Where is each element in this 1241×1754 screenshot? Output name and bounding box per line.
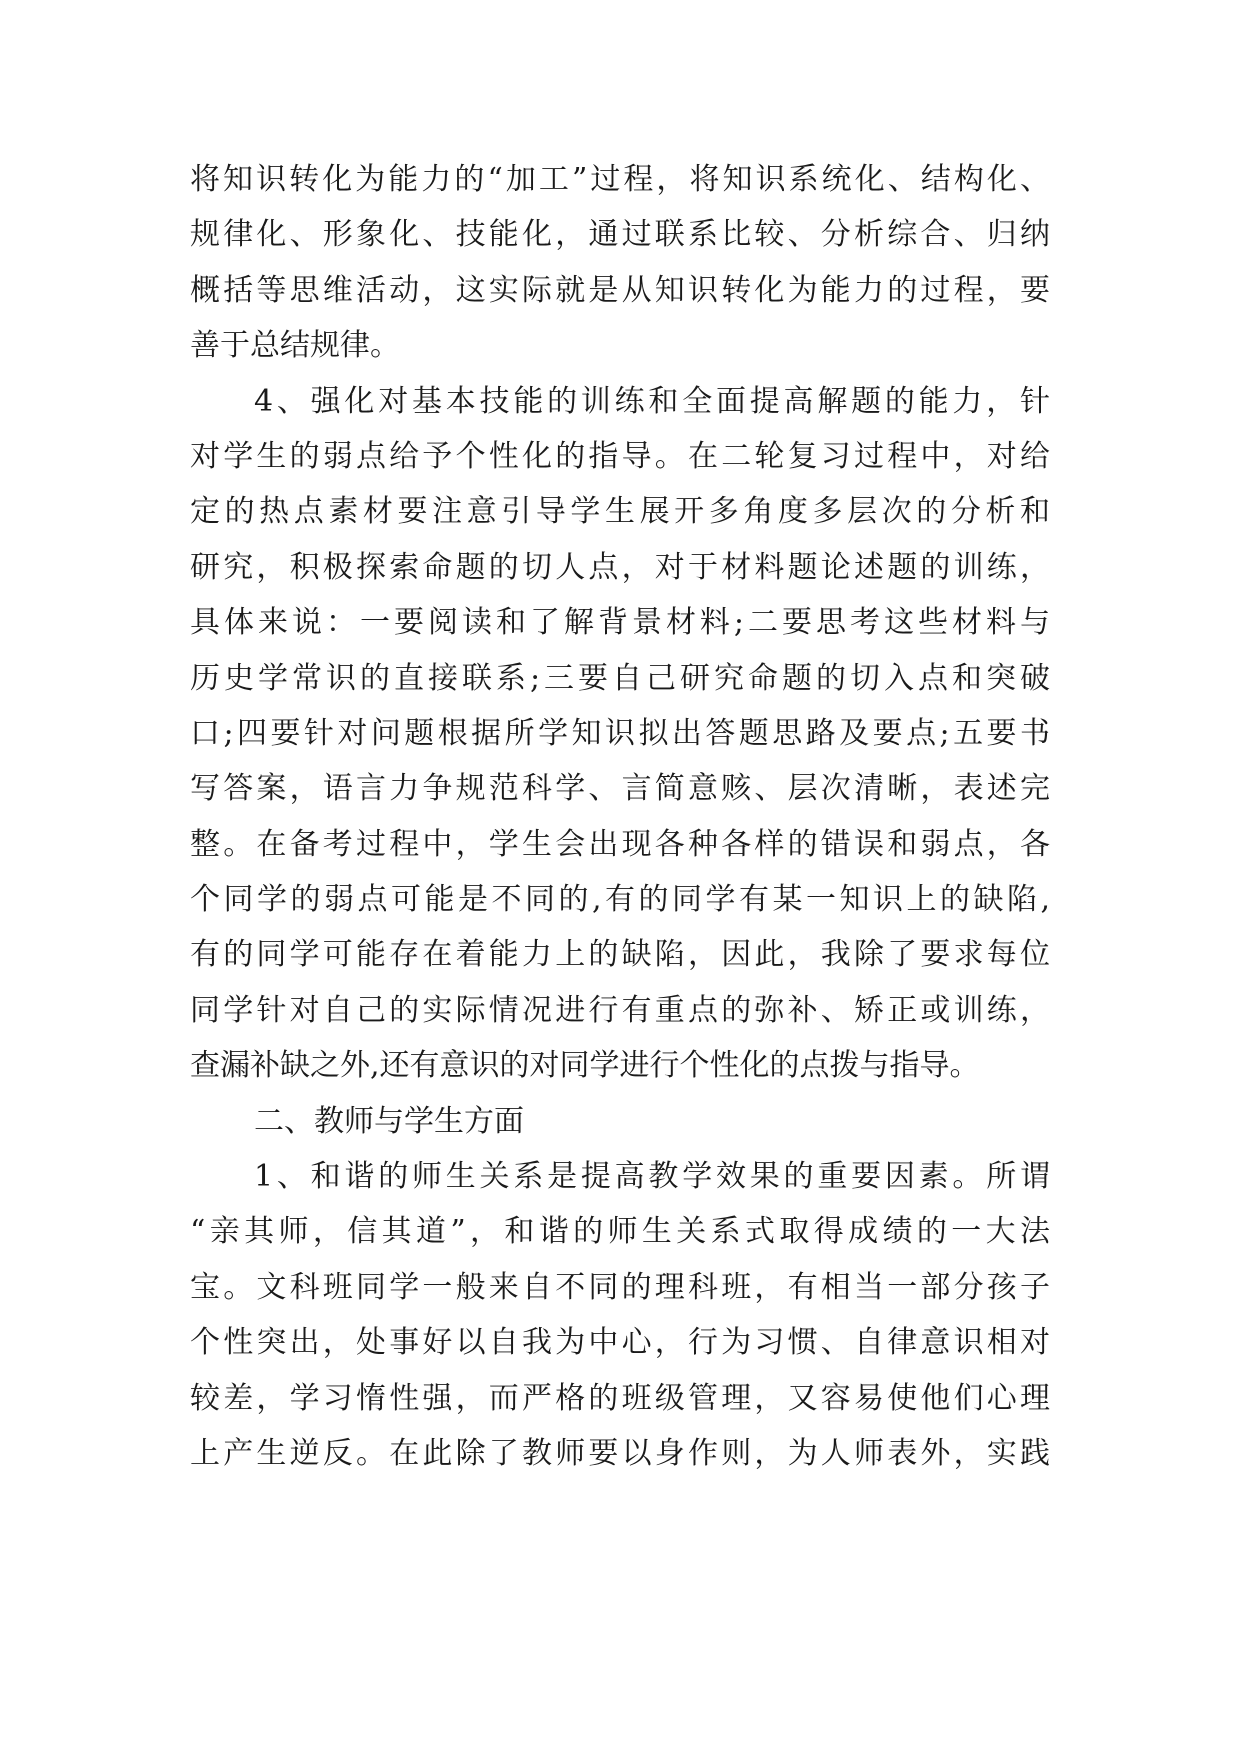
text-line: 1、和谐的师生关系是提高教学效果的重要因素。所谓	[254, 1159, 1050, 1195]
text-line: 具体来说：一要阅读和了解背景材料;二要思考这些材料与	[190, 605, 1050, 641]
text-line: 口;四要针对问题根据所学知识拟出答题思路及要点;五要书	[190, 715, 1050, 751]
text-line: 对学生的弱点给予个性化的指导。在二轮复习过程中，对给	[190, 438, 1050, 474]
text-line: 规律化、形象化、技能化，通过联系比较、分析综合、归纳	[190, 217, 1050, 253]
text-line: 个性突出，处事好以自我为中心，行为习惯、自律意识相对	[190, 1325, 1050, 1361]
text-line: 上产生逆反。在此除了教师要以身作则，为人师表外，实践	[190, 1435, 1050, 1471]
text-line: 有的同学可能存在着能力上的缺陷，因此，我除了要求每位	[190, 937, 1050, 973]
text-line: 研究，积极探索命题的切人点，对于材料题论述题的训练，	[190, 549, 1050, 585]
text-line: 二、教师与学生方面	[254, 1103, 524, 1139]
body-text	[190, 152, 1050, 1481]
text-line: 宝。文科班同学一般来自不同的理科班，有相当一部分孩子	[190, 1269, 1050, 1305]
text-line: 将知识转化为能力的“加工”过程，将知识系统化、结构化、	[190, 162, 1050, 197]
text-line: 定的热点素材要注意引导学生展开多角度多层次的分析和	[190, 494, 1050, 530]
text-line: 同学针对自己的实际情况进行有重点的弥补、矫正或训练，	[190, 992, 1050, 1028]
text-line: 写答案，语言力争规范科学、言简意赅、层次清晰，表述完	[190, 771, 1050, 807]
text-line: 查漏补缺之外,还有意识的对同学进行个性化的点拨与指导。	[190, 1048, 980, 1084]
text-line: 个同学的弱点可能是不同的,有的同学有某一知识上的缺陷,	[190, 882, 1050, 918]
text-line: “亲其师，信其道”，和谐的师生关系式取得成绩的一大法	[190, 1214, 1050, 1250]
text-line: 善于总结规律。	[190, 328, 400, 364]
text-line: 概括等思维活动，这实际就是从知识转化为能力的过程，要	[190, 272, 1050, 308]
text-line: 较差，学习惰性强，而严格的班级管理，又容易使他们心理	[190, 1380, 1050, 1416]
text-line: 历史学常识的直接联系;三要自己研究命题的切入点和突破	[190, 660, 1050, 696]
text-line: 整。在备考过程中，学生会出现各种各样的错误和弱点，各	[190, 826, 1050, 862]
text-line: 4、强化对基本技能的训练和全面提高解题的能力，针	[254, 383, 1050, 419]
